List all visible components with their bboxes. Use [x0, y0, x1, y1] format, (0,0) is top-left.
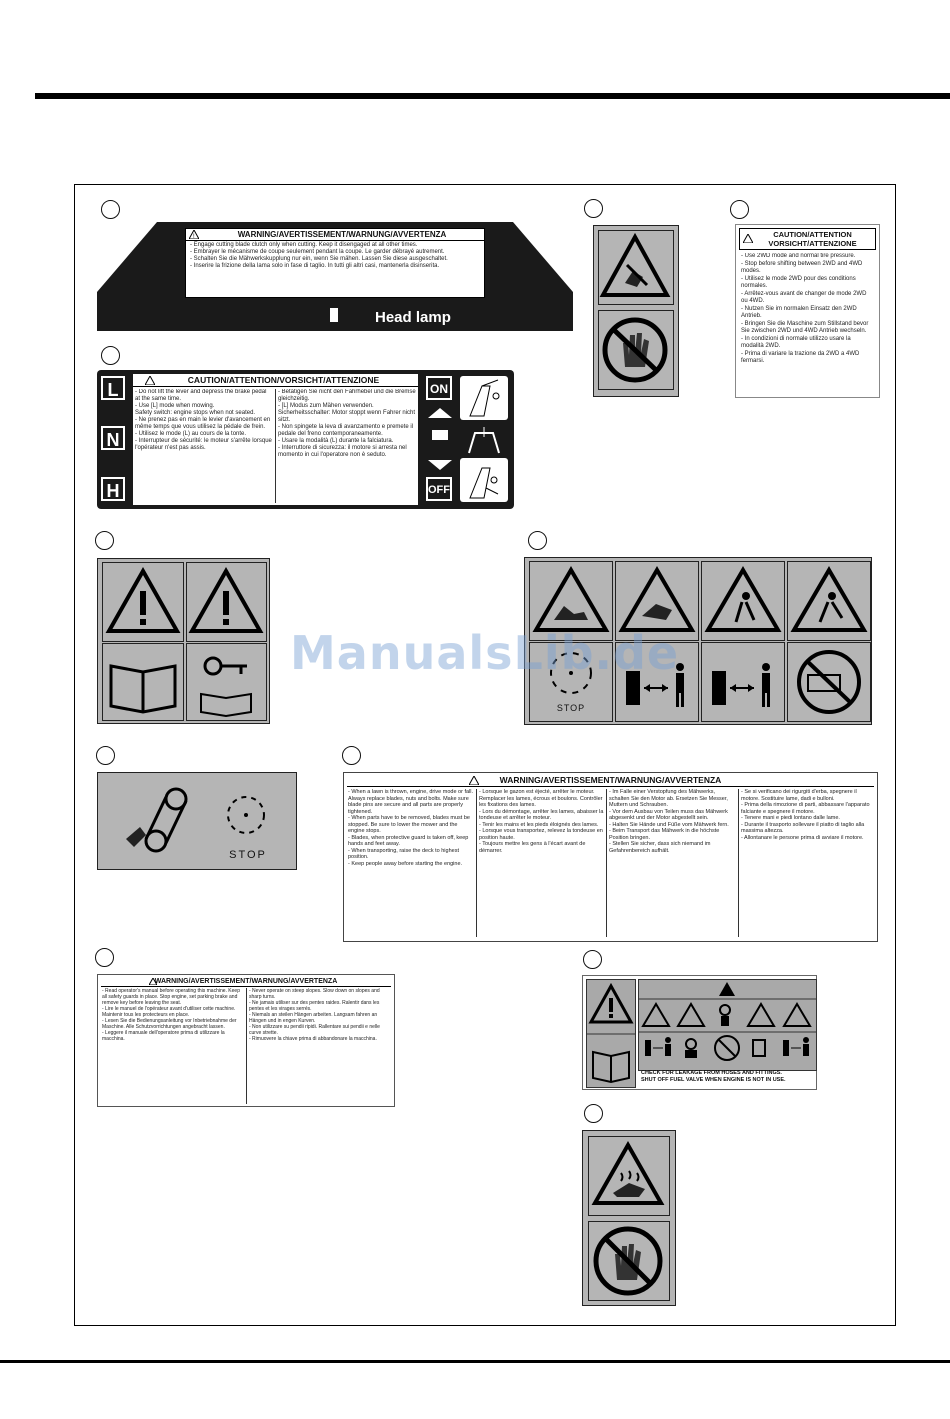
- belt-hazard-decal: [97, 772, 297, 870]
- read-manual-decal: [97, 558, 270, 724]
- warning-triangle-icon: [469, 776, 479, 785]
- no-hand-icon: [588, 1221, 670, 1301]
- mode-h-badge: H: [101, 477, 125, 501]
- warning-triangle-icon: [186, 562, 267, 642]
- hazard-pictogram-panel: [638, 979, 817, 1071]
- headlamp-warning-text: - Engage cutting blade clutch only when cutting. Keep it disengaged at all other times. - Embrayer le mécanisme de coupe seulement pendant la coupe. Le garder débrayé autrement. - Schalten Sie die Mähwerkskupplung nur ein, wenn Sie mähen. Lassen Sie diese ausgeschaltet. - Inserire la frizione della lama solo in fase di taglio. In tutti gli altri casi, mantenerla disinserita.: [190, 242, 448, 269]
- belt-entanglement-icon: [120, 783, 196, 859]
- slope-hazard-icon: [787, 561, 871, 641]
- hose-leak-line1: CHECK FOR LEAKAGE FROM HOSES AND FITTINGS.: [641, 1070, 782, 1076]
- mode-caution-col2: - Betätigen Sie nicht den Fahrhebel und die Bremse gleichzeitig. - [L] Modus zum Mähen verwenden. Sicherheitsschalter: Motor stoppt wenn Fahrer nicht sitzt. - Non spingete la leva di avanzamento e premete il pedale del freno contemporaneamente. - Usare la modalità (L) durante la falciatura. - Interruttore di sicurezza: il motore si arresta nel momento in cui l'operatore non è seduto.: [275, 389, 417, 503]
- mode-caution-textbox: [133, 374, 418, 505]
- no-discharge-icon: [787, 642, 871, 722]
- small-warning-col2: - Never operate on steep slopes. Slow down on slopes and sharp turns. - Ne jamais utiliser sur des pentes raides. Ralentir dans les pentes et les virages serrés. - Niemals an steilen Hängen arbeiten. Langsam fahren an Hängen und in engen Kurven. - Non utilizzare su pendii ripidi. Rallentare sui pendii e nelle curve strette. - Rimuovere la chiave prima di abbandonare la macchina.: [246, 988, 393, 1104]
- small-warning-decal: [97, 974, 395, 1107]
- mode-l-badge: L: [101, 376, 125, 400]
- warning-manual-icon: [587, 980, 635, 1087]
- headlamp-warning-decal: [97, 222, 573, 331]
- item-circle-6: [528, 531, 547, 550]
- lever-on-pictogram-icon: [460, 376, 508, 420]
- twowd-caution-header-box: [739, 228, 876, 250]
- svg-text:!: !: [193, 234, 195, 239]
- warning-triangle-icon: [102, 562, 184, 642]
- item-circle-10: [583, 950, 602, 969]
- no-hand-icon: [598, 310, 674, 390]
- twowd-caution-header: CAUTION/ATTENTION VORSICHT/ATTENZIONE: [768, 230, 857, 248]
- caution-triangle-icon: [145, 376, 155, 385]
- stop-blade-icon: [218, 793, 278, 841]
- up-down-arrows-icon: [428, 408, 452, 470]
- hose-leak-line2: SHUT OFF FUEL VALVE WHEN ENGINE IS NOT IN USE.: [641, 1076, 786, 1083]
- item-circle-9: [95, 948, 114, 967]
- thrown-object-hazard-icon: [701, 561, 785, 641]
- item-circle-5: [95, 531, 114, 550]
- mode-n-badge: N: [101, 426, 125, 450]
- hose-leak-text: [641, 1070, 815, 1088]
- warning-triangle-icon: [189, 230, 199, 239]
- mode-caution-col1: - Do not lift the lever and depress the brake pedal at the same time. - Use [L] mode when mowing. Safety switch: engine stops when not seated. - Ne prenez pas en main le levier d'avancement en même temps que vous utilisez la pédale de frein. - Utilisez le mode (L) au cours de la tonte. - Interrupteur de sécurité: le moteur s'arrête lorsque l'opérateur n'est pas assis.: [135, 389, 272, 451]
- twowd-caution-decal: [735, 224, 880, 398]
- headlamp-indicator: [330, 308, 338, 322]
- mode-caution-header: CAUTION/ATTENTION/VORSICHT/ATTENZIONE: [187, 375, 380, 385]
- twowd-caution-text: - Use 2WD mode and normal tire pressure. - Stop before shifting between 2WD and 4WD modes. - Utilisez le mode 2WD pour des conditions normales. - Arrêtez-vous avant de changer de mode 2WD ou 4WD. - Nutzen Sie im normalen Einsatz den 2WD Antrieb. - Bringen Sie die Maschine zum Stillstand bevor Sie zwischen 2WD und 4WD Antrieb wechseln. - In condizioni di normale utilizzo usare la modalità 2WD. - Prima di variare la trazione da 2WD a 4WD fermarsi.: [741, 253, 869, 364]
- item-circle-8: [342, 746, 361, 765]
- seat-switch-icon: [459, 425, 509, 455]
- lever-off-pictogram-icon: [460, 458, 508, 502]
- hazard-pictograms-icon: [639, 980, 816, 1070]
- wide-warning-col3: - Im Falle einer Verstopfung des Mähwerks, schalten Sie den Motor ab. Ersetzen Sie Messer, Muttern und Schrauben. - Vor dem Ausbau von Teilen muss das Mähwerk abgesenkt und der Motor abgestellt sein. - Halten Sie Hände und Füße vom Mähwerk fern. - Beim Transport das Mähwerk in die höchste Position bringen. - Stellen Sie sicher, dass sich niemand im Gefahrenbereich aufhält.: [606, 789, 737, 937]
- keep-distance-icon: [701, 642, 785, 722]
- warning-triangle-icon: [149, 978, 157, 985]
- wide-warning-col1: - When a lawn is thrown, engine, drive mode or fall. Always replace blades, nuts and bolts. Make sure blade pins are secure and all parts are properly tightened. - When parts have to be removed, blades must be stopped. Be sure to lower the mower and the engine stops. - Blades, when protective guard is taken off, keep hands and feet away. - When transporting, raise the deck to highest position. - Keep people away before starting the engine.: [348, 789, 474, 867]
- wide-warning-col2: - Lorsque le gazon est éjecté, arrêter le moteur. Remplacer les lames, écrous et boulons. Contrôler les fixations des lames. - Lors du démontage, arrêter les lames, abaisser la tondeuse et arrêter le moteur. - Tenir les mains et les pieds éloignés des lames. - Lorsque vous transportez, relevez la tondeuse en position haute. - Toujours mettre les gens à l'écart avant de démarrer.: [476, 789, 605, 937]
- headlamp-warning-header: WARNING/AVERTISSEMENT/WARNUNG/AVVERTENZA: [237, 230, 447, 239]
- manual-book-icon: [102, 643, 184, 721]
- wide-warning-col4: - Se si verificano dei rigurgiti d'erba, spegnere il motore. Sostituire lame, dadi e bulloni. - Prima della rimozione di parti, abbassare l'apparato falciante e spegnere il motore. - Tenere mani e piedi lontano dalle lame. - Durante il trasporto sollevare il piatto di taglio alla massima altezza. - Allontanare le persone prima di avviare il motore.: [738, 789, 875, 937]
- wide-warning-decal: [343, 772, 878, 942]
- small-warning-col1: - Read operator's manual before operating this machine. Keep all safety guards in place. Stop engine, set parking brake and remove key before leaving the seat. - Lire le manuel de l'opérateur avant d'utiliser cette machine. Maintenir tous les protecteurs en place. - Lesen Sie die Bedienungsanleitung vor Inbetriebnahme der Maschine. Alle Schutzvorrichtungen angebracht lassen. - Leggere il manuale dell'operatore prima di utilizzare la macchina.: [102, 988, 240, 1042]
- headlamp-label: Head lamp: [375, 309, 451, 326]
- read-manual-panel: [586, 979, 636, 1088]
- pinch-hazard-decal: [593, 225, 679, 397]
- pinch-hazard-triangle-icon: [598, 230, 674, 305]
- caution-triangle-icon: [743, 234, 753, 243]
- item-circle-11: [584, 1104, 603, 1123]
- footer-rule: [0, 1360, 950, 1363]
- mode-caution-decal: [97, 370, 514, 509]
- hose-leak-decal: [582, 975, 817, 1090]
- item-circle-1: [101, 200, 120, 219]
- hot-surface-decal: [582, 1130, 676, 1306]
- header-rule: [35, 93, 950, 99]
- item-circle-3: [730, 200, 749, 219]
- headlamp-warning-textbox: [185, 228, 485, 298]
- wide-warning-header: WARNING/AVERTISSEMENT/WARNUNG/AVVERTENZA: [499, 775, 722, 785]
- key-manual-icon: [186, 643, 267, 721]
- item-circle-7: [96, 746, 115, 765]
- watermark: ManualsLib.de: [290, 626, 680, 680]
- stop-label: STOP: [229, 849, 267, 861]
- off-badge: OFF: [426, 477, 452, 501]
- hot-surface-triangle-icon: [588, 1136, 670, 1216]
- on-badge: ON: [426, 376, 452, 400]
- stop-label: STOP: [556, 703, 586, 713]
- item-circle-4: [101, 346, 120, 365]
- item-circle-2: [584, 199, 603, 218]
- small-warning-header: WARNING/AVERTISSEMENT/WARNUNG/AVVERTENZA: [154, 978, 338, 985]
